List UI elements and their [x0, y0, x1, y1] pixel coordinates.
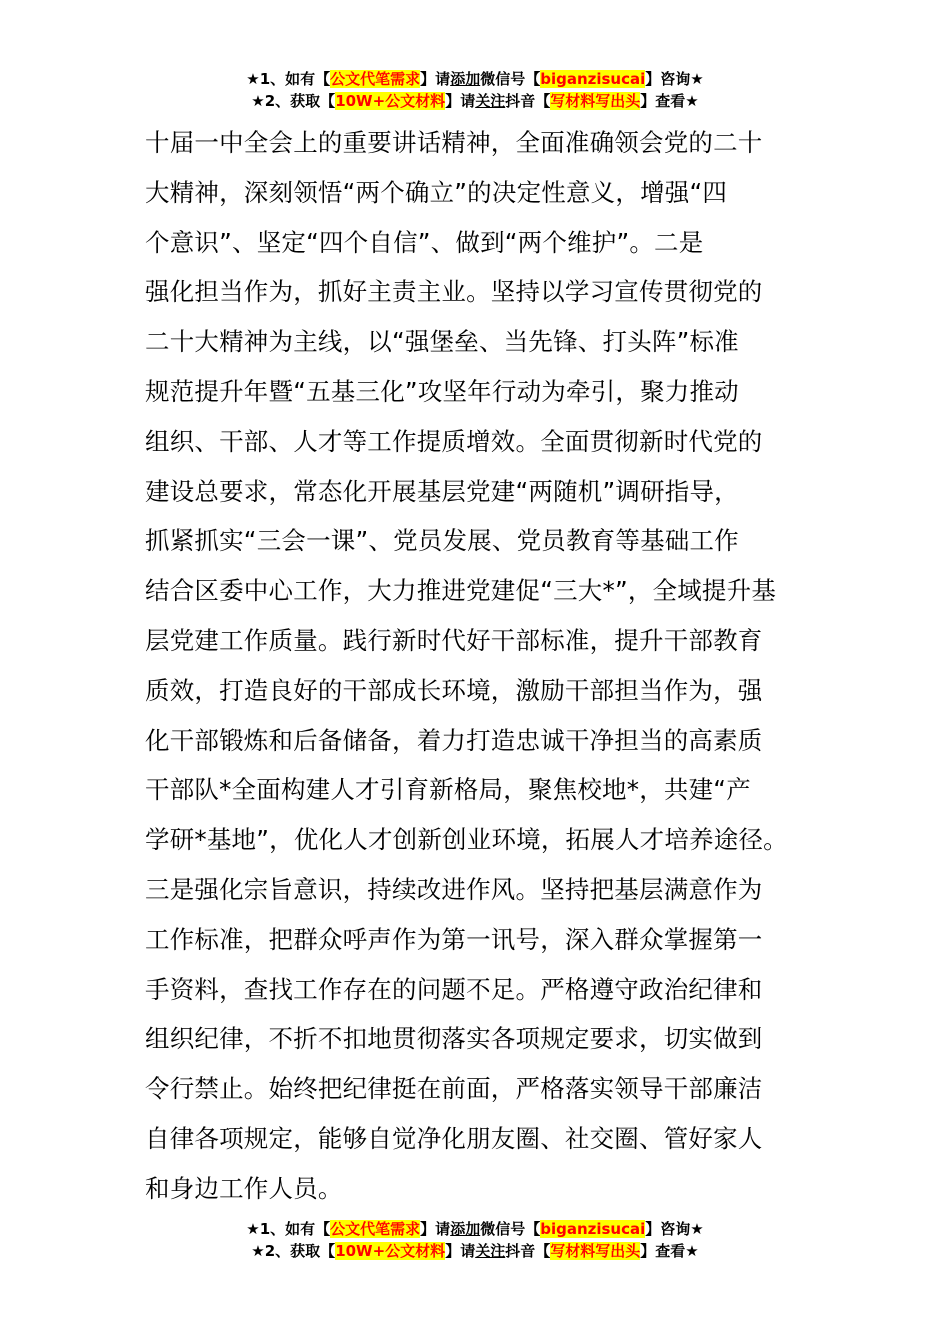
text-line: 规范提升年暨“五基三化”攻坚年行动为牵引，聚力推动: [145, 376, 739, 406]
text-line: 和身边工作人员。: [145, 1173, 343, 1203]
banner-line-2: ★2、获取【10W+公文材料】请关注抖音【写材料写出头】查看★: [251, 92, 699, 110]
footer-banner: [0, 1218, 950, 1262]
text-line: 干部队*全面构建人才引育新格局，聚焦校地*，共建“产: [145, 775, 751, 805]
highlight-douyin: 写材料写出头: [550, 1242, 641, 1260]
text-line: 层党建工作质量。践行新时代好干部标准，提升干部教育: [145, 625, 763, 655]
highlight-wechat-id: biganzisucai: [540, 70, 646, 88]
text-line: 大精神，深刻领悟“两个确立”的决定性意义，增强“四: [145, 177, 728, 207]
highlight-materials: 10W+公文材料: [335, 1242, 446, 1260]
text-line: 质效，打造良好的干部成长环境，激励干部担当作为，强: [145, 675, 763, 705]
document-body: [145, 118, 845, 1214]
highlight-wechat-id: biganzisucai: [540, 1220, 646, 1238]
highlight-service: 公文代笔需求: [330, 1220, 421, 1238]
text-line: 二十大精神为主线，以“强堡垒、当先锋、打头阵”标准: [145, 327, 739, 357]
text-line: 自律各项规定，能够自觉净化朋友圈、社交圈、管好家人: [145, 1123, 763, 1153]
text-line: 建设总要求，常态化开展基层党建“两随机”调研指导，: [145, 476, 739, 506]
text-line: 化干部锻炼和后备储备，着力打造忠诚干净担当的高素质: [145, 725, 763, 755]
text-line: 三是强化宗旨意识，持续改进作风。坚持把基层满意作为: [145, 874, 763, 904]
text-line: 强化担当作为，抓好主责主业。坚持以学习宣传贯彻党的: [145, 277, 763, 307]
text-line: 令行禁止。始终把纪律挺在前面，严格落实领导干部廉洁: [145, 1074, 763, 1104]
highlight-douyin: 写材料写出头: [550, 92, 641, 110]
text-line: 工作标准，把群众呼声作为第一讯号，深入群众掌握第一: [145, 924, 763, 954]
text-line: 十届一中全会上的重要讲话精神，全面准确领会党的二十: [145, 128, 763, 157]
text-line: 组织纪律，不折不扣地贯彻落实各项规定要求，切实做到: [145, 1024, 763, 1054]
text-line: 个意识”、坚定“四个自信”、做到“两个维护”。二是: [145, 227, 704, 257]
text-line: 结合区委中心工作，大力推进党建促“三大*”，全域提升基: [145, 576, 777, 606]
header-banner: [0, 68, 950, 112]
highlight-materials: 10W+公文材料: [335, 92, 446, 110]
text-line: 手资料，查找工作存在的问题不足。严格遵守政治纪律和: [145, 974, 763, 1004]
text-line: 抓紧抓实“三会一课”、党员发展、党员教育等基础工作: [145, 526, 739, 556]
banner-line-1: ★1、如有【公文代笔需求】请添加微信号【biganzisucai】咨询★: [246, 70, 704, 88]
text-line: 学研*基地”，优化人才创新创业环境，拓展人才培养途径。: [145, 825, 788, 855]
banner-line-1: ★1、如有【公文代笔需求】请添加微信号【biganzisucai】咨询★: [246, 1220, 704, 1238]
banner-line-2: ★2、获取【10W+公文材料】请关注抖音【写材料写出头】查看★: [251, 1242, 699, 1260]
highlight-service: 公文代笔需求: [330, 70, 421, 88]
text-line: 组织、干部、人才等工作提质增效。全面贯彻新时代党的: [145, 426, 763, 456]
